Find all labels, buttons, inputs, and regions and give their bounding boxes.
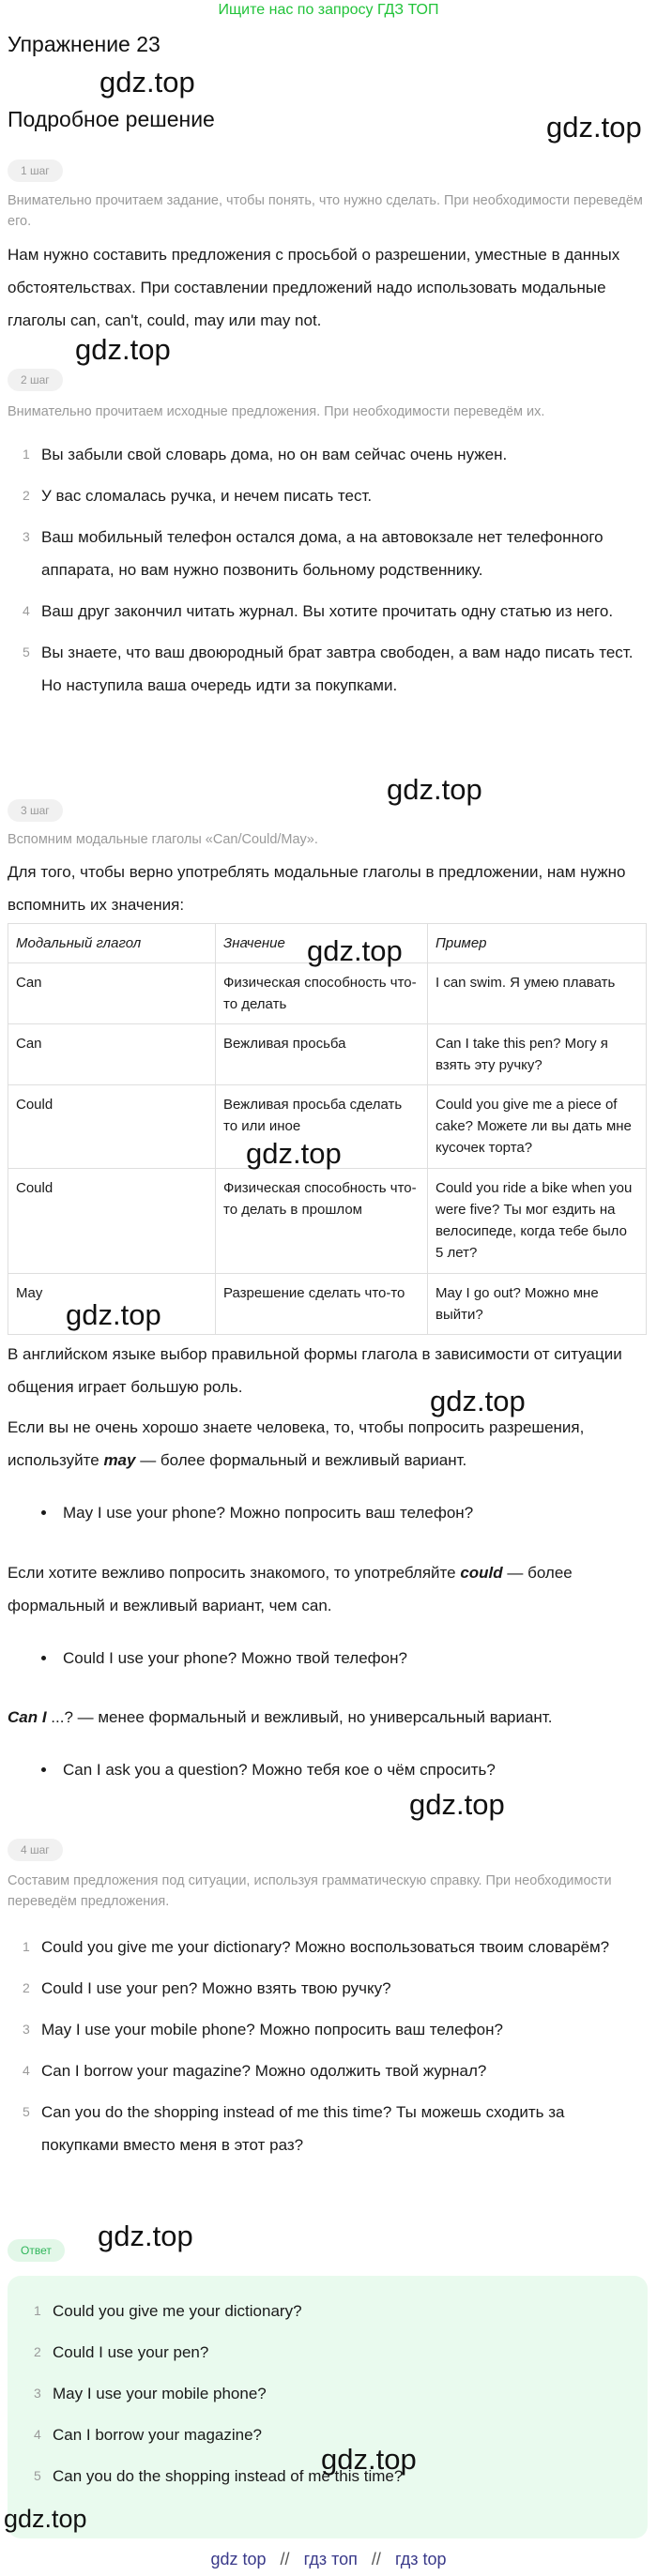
step3-paragraph-1: В английском языке выбор правильной формы глагола в зависимости от ситуации общения играет большую роль. — [8, 1345, 622, 1396]
list-item: 3 Ваш мобильный телефон остался дома, а на автовокзале нет телефонного аппарата, но вам нужно позвонить больному родственнику. — [23, 528, 604, 579]
list-item: 4 Can I borrow your magazine? Можно одолжить твой журнал? — [23, 2062, 487, 2080]
list-item: 4 Can I borrow your magazine? — [34, 2426, 263, 2444]
column-header: Модальный глагол — [8, 924, 216, 963]
watermark: gdz.top — [246, 1137, 342, 1170]
list-item: 1 Вы забыли свой словарь дома, но он вам сейчас очень нужен. — [23, 446, 508, 463]
watermark: gdz.top — [98, 2220, 193, 2252]
list-item: 2 Could I use your pen? — [34, 2343, 209, 2361]
watermark: gdz.top — [66, 1298, 161, 1331]
footer-links — [0, 2548, 657, 2570]
table-cell: Could you ride a bike when you were five? Ты мог ездить на велосипеде, когда тебе было 5 лет? — [428, 1169, 647, 1274]
table-cell: Can I take this pen? Могу я взять эту ручку? — [428, 1024, 647, 1085]
table-row — [8, 1024, 647, 1085]
step3-paragraph-4: Can I ...? — менее формальный и вежливый, но универсальный вариант. — [8, 1708, 553, 1726]
table-cell: I can swim. Я умею плавать — [428, 963, 647, 1024]
example-bullet: May I use your phone? Можно попросить ваш телефон? — [8, 1496, 646, 1529]
step1-hint: Внимательно прочитаем задание, чтобы понять, что нужно сделать. При необходимости переведём его. — [8, 193, 643, 229]
watermark: gdz.top — [307, 934, 403, 967]
table-cell: May I go out? Можно мне выйти? — [428, 1274, 647, 1335]
answer-box — [8, 2276, 648, 2538]
footer-link[interactable]: гдз топ — [303, 2550, 358, 2568]
list-item: 4 Ваш друг закончил читать журнал. Вы хотите прочитать одну статью из него. — [23, 602, 614, 620]
column-header: Значение — [216, 924, 428, 963]
list-item: 5 Can you do the shopping instead of me this time? — [34, 2467, 404, 2485]
step-badge-4: 4 шаг — [8, 1839, 63, 1861]
list-item: 2 У вас сломалась ручка, и нечем писать тест. — [23, 487, 373, 505]
list-item: 1 Could you give me your dictionary? — [34, 2302, 302, 2320]
step-badge-1: 1 шаг — [8, 159, 63, 182]
list-item: 5 Вы знаете, что ваш двоюродный брат завтра свободен, а вам надо писать тест. Но наступила ваша очередь идти за покупками. — [23, 644, 634, 694]
step2-hint: Внимательно прочитаем исходные предложения. При необходимости переведём их. — [8, 404, 545, 419]
table-cell: May — [8, 1274, 216, 1335]
section-subtitle: Подробное решение — [8, 107, 215, 131]
table-cell: Could — [8, 1085, 216, 1169]
list-item: 5 Can you do the shopping instead of me this time? Ты можешь сходить за покупками вместо меня в этот раз? — [23, 2103, 565, 2154]
page-title: Упражнение 23 — [8, 32, 160, 56]
table-cell: Разрешение сделать что-то — [216, 1274, 428, 1335]
step3-hint: Вспомним модальные глаголы «Can/Could/May». — [8, 832, 318, 847]
watermark: gdz.top — [321, 2443, 417, 2476]
list-item: 3 May I use your mobile phone? — [34, 2385, 267, 2402]
watermark: gdz.top — [387, 773, 482, 806]
step3-intro: Для того, чтобы верно употреблять модальные глаголы в предложении, нам нужно вспомнить их значения: — [8, 863, 626, 914]
column-header: Пример — [428, 924, 647, 963]
table-cell: Could you give me a piece of cake? Можете ли вы дать мне кусочек торта? — [428, 1085, 647, 1169]
list-item: 1 Could you give me your dictionary? Можно воспользоваться твоим словарём? — [23, 1938, 610, 1956]
footer-link[interactable]: gdz top — [210, 2550, 267, 2568]
example-bullet: Can I ask you a question? Можно тебя кое о чём спросить? — [8, 1753, 646, 1786]
table-cell: Физическая способность что-то делать в прошлом — [216, 1169, 428, 1274]
table-cell: Вежливая просьба — [216, 1024, 428, 1085]
watermark: gdz.top — [430, 1385, 526, 1417]
step-badge-3: 3 шаг — [8, 799, 63, 822]
watermark: gdz.top — [99, 66, 195, 98]
footer-separator: // — [280, 2550, 290, 2568]
step4-hint: Составим предложения под ситуации, используя грамматическую справку. При необходимости переведём предложения. — [8, 1873, 612, 1909]
watermark: gdz.top — [409, 1788, 505, 1821]
step3-paragraph-3: Если хотите вежливо попросить знакомого, то употребляйте could — более формальный и вежливый вариант, чем can. — [8, 1564, 573, 1614]
table-cell: Could — [8, 1169, 216, 1274]
list-item: 3 May I use your mobile phone? Можно попросить ваш телефон? — [23, 2021, 503, 2038]
table-cell: Физическая способность что-то делать — [216, 963, 428, 1024]
step-badge-2: 2 шаг — [8, 369, 63, 391]
table-cell: Вежливая просьба сделать то или иное — [216, 1085, 428, 1169]
answer-badge: Ответ — [8, 2239, 65, 2262]
step3-paragraph-2: Если вы не очень хорошо знаете человека, то, чтобы попросить разрешения, используйте may — более формальный и вежливый вариант. — [8, 1418, 585, 1469]
watermark: gdz.top — [75, 333, 171, 366]
step4-list — [8, 1931, 646, 2170]
step1-text: Нам нужно составить предложения с просьбой о разрешении, уместные в данных обстоятельствах. При составлении предложений надо использовать модальные глаголы can, can't, could, may или may not. — [8, 246, 620, 329]
table-row — [8, 963, 647, 1024]
footer-link[interactable]: гдз top — [394, 2550, 447, 2568]
table-cell: Can — [8, 1024, 216, 1085]
list-item: 2 Could I use your pen? Можно взять твою ручку? — [23, 1979, 391, 1997]
step2-list — [8, 438, 646, 710]
watermark: gdz.top — [546, 111, 642, 144]
modal-verbs-table — [8, 923, 647, 1335]
table-row — [8, 1169, 647, 1274]
footer-separator: // — [371, 2550, 381, 2568]
table-cell: Can — [8, 963, 216, 1024]
watermark: gdz.top — [4, 2505, 87, 2533]
top-banner[interactable]: Ищите нас по запросу ГДЗ ТОП — [218, 2, 439, 18]
example-bullet: Could I use your phone? Можно твой телефон? — [8, 1642, 646, 1674]
